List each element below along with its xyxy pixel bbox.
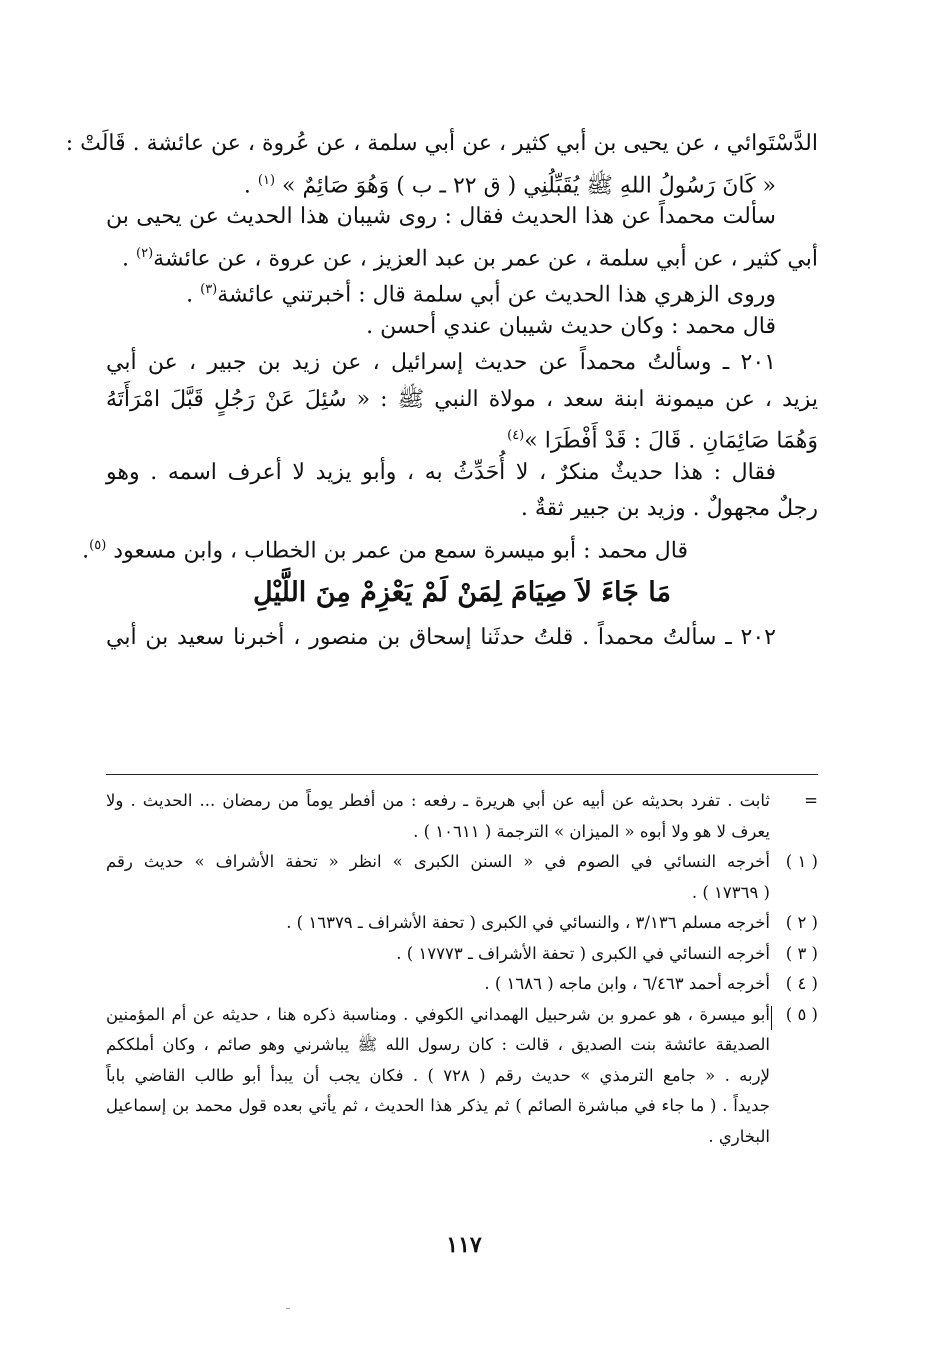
text-line-content: قال محمد : وكان حديث شيبان عندي أحسن . — [366, 313, 776, 339]
footnote-line: يعرف لا هو ولا أبوه « الميزان » الترجمة ( ١٠٦١١ ) . — [413, 821, 770, 841]
text-line — [106, 272, 818, 309]
text-line-content: سألت محمداً عن هذا الحديث فقال : روى شيبان هذا الحديث عن يحيى بن — [106, 204, 776, 229]
footnote-ref: (٣) — [200, 282, 218, 297]
footnotes — [106, 786, 818, 1152]
footnote-ref: (٥) — [89, 537, 107, 553]
footnote-2 — [106, 908, 818, 939]
text-line — [106, 455, 818, 492]
margin-bar — [771, 1006, 772, 1030]
text-line-content: قال محمد : أبو ميسرة سمع من عمر بن الخطاب ، وابن مسعود — [113, 537, 688, 563]
section-heading: مَا جَاءَ لاَ صِيَامَ لِمَنْ لَمْ يَعْزِمْ مِنَ اللَّيْلِ — [253, 577, 671, 608]
footnote-mark: ( ٣ ) — [785, 943, 818, 963]
text-line — [106, 491, 818, 528]
footnote-ref: (١) — [257, 172, 276, 188]
footnote-line: جديداً . ( ما جاء في مباشرة الصائم ) ثم يذكر هذا الحديث ، ثم يأتي بعده قول محمد بن إسماعيل — [106, 1096, 770, 1115]
footnote-line: ( ١٧٣٦٩ ) . — [691, 882, 770, 902]
footnote-mark: ( ١ ) — [785, 852, 818, 871]
footnote-line: أخرجه النسائي في الكبرى ( تحفة الأشراف ـ ١٧٧٧٣ ) . — [396, 943, 770, 963]
footnote-line: البخاري . — [708, 1126, 770, 1146]
text-line — [82, 528, 818, 565]
text-line-content: ٢٠١ ـ وسألتُ محمداً عن حديث إسرائيل ، عن زيد بن جبير ، عن أبي — [106, 350, 776, 375]
footnote-4 — [106, 969, 818, 1000]
text-line — [106, 309, 818, 346]
footnote-ref: (٤) — [507, 428, 525, 443]
text-line-content: يزيد ، عن ميمونة ابنة سعد ، مولاة النبي ﷺ : « سُئِلَ عَنْ رَجُلٍ قَبَّلَ امْرَأَتَهُ — [106, 386, 818, 412]
footnote-line: أخرجه أحمد ٦/٤٦٣ ، وابن ماجه ( ١٦٨٦ ) . — [484, 974, 770, 993]
footnote-mark: ( ٤ ) — [785, 974, 818, 993]
footnote-1 — [106, 847, 818, 908]
text-line-content: « كَانَ رَسُولُ اللهِ ﷺ يُقَبِّلُنِي ( ق ٢٢ ـ ب ) وَهُوَ صَائِمٌ » — [282, 172, 776, 198]
text-line-content: وَهُمَا صَائِمَانِ . قَالَ : قَدْ أَفْطَرَا » — [524, 428, 818, 454]
footnote-line: أخرجه مسلم ٣/١٣٦ ، والنسائي في الكبرى ( تحفة الأشراف ـ ١٦٣٧٩ ) . — [286, 913, 770, 932]
text-line — [106, 620, 818, 657]
footnote-line: أبو ميسرة ، هو عمرو بن شرحبيل الهمداني الكوفي . ومناسبة ذكره هنا ، حديثه عن أم المؤمنين — [106, 1004, 770, 1024]
footnote-divider — [106, 774, 818, 775]
text-line — [106, 382, 818, 419]
footnote-line: أخرجه النسائي في الصوم في « السنن الكبرى » انظر « تحفة الأشراف » حديث رقم — [106, 852, 770, 871]
text-line — [106, 236, 818, 273]
footnote-5 — [106, 1000, 818, 1153]
period: . — [186, 282, 194, 308]
text-line — [65, 126, 818, 163]
text-line — [106, 345, 818, 382]
footnote-line: لإربه . « جامع الترمذي » حديث رقم ( ٧٢٨ ) . فكان يجب أن يبدأ أبو طالب القاضي باباً — [106, 1065, 770, 1085]
text-line-content: ٢٠٢ ـ سألتُ محمداً . قلتُ حدثَنا إسحاق بن منصور ، أخبرنا سعيد بن أبي — [106, 625, 776, 650]
footnote-mark: = — [804, 791, 818, 810]
footnote-line: ثابت . تفرد بحديثه عن أبيه عن أبي هريرة ـ رفعه : من أفطر يوماً من رمضان ... الحديث . ولا — [106, 791, 770, 810]
page-number: ١١٧ — [446, 1232, 482, 1258]
text-line — [106, 199, 818, 236]
text-line-content: الدَّسْتَوائي ، عن يحيى بن أبي كثير ، عن أبي سلمة ، عن عُروة ، عن عائشة . قَالَتْ : — [65, 131, 818, 156]
main-text — [65, 126, 818, 657]
scan-speck — [286, 1308, 290, 1309]
period: . — [243, 172, 251, 198]
footnote-3 — [106, 939, 818, 970]
text-line — [106, 418, 818, 455]
footnote-mark: ( ٥ ) — [785, 1004, 818, 1024]
text-line — [106, 163, 818, 200]
text-line-content: أبي كثير ، عن أبي سلمة ، عن عمر بن عبد العزيز ، عن عروة ، عن عائشة — [153, 245, 818, 271]
footnote-ref: (٢) — [136, 245, 154, 261]
period: . — [122, 245, 130, 271]
period: . — [82, 537, 90, 563]
text-line-content: فقال : هذا حديثٌ منكرٌ ، لا أُحَدِّثُ به ، وأبو يزيد لا أعرف اسمه . وهو — [106, 459, 776, 485]
text-line-content: وروى الزهري هذا الحديث عن أبي سلمة قال : أخبرتني عائشة — [217, 282, 776, 308]
footnote-line: الصديقة عائشة بنت الصديق ، قالت : كان رسول الله ﷺ يباشرني وهو صائم ، وكان أملككم — [106, 1035, 770, 1054]
text-line-content: رجلٌ مجهولٌ . وزيد بن جبير ثقةٌ . — [520, 496, 818, 521]
footnote-mark: ( ٢ ) — [785, 913, 818, 932]
footnote-continued — [106, 786, 818, 847]
